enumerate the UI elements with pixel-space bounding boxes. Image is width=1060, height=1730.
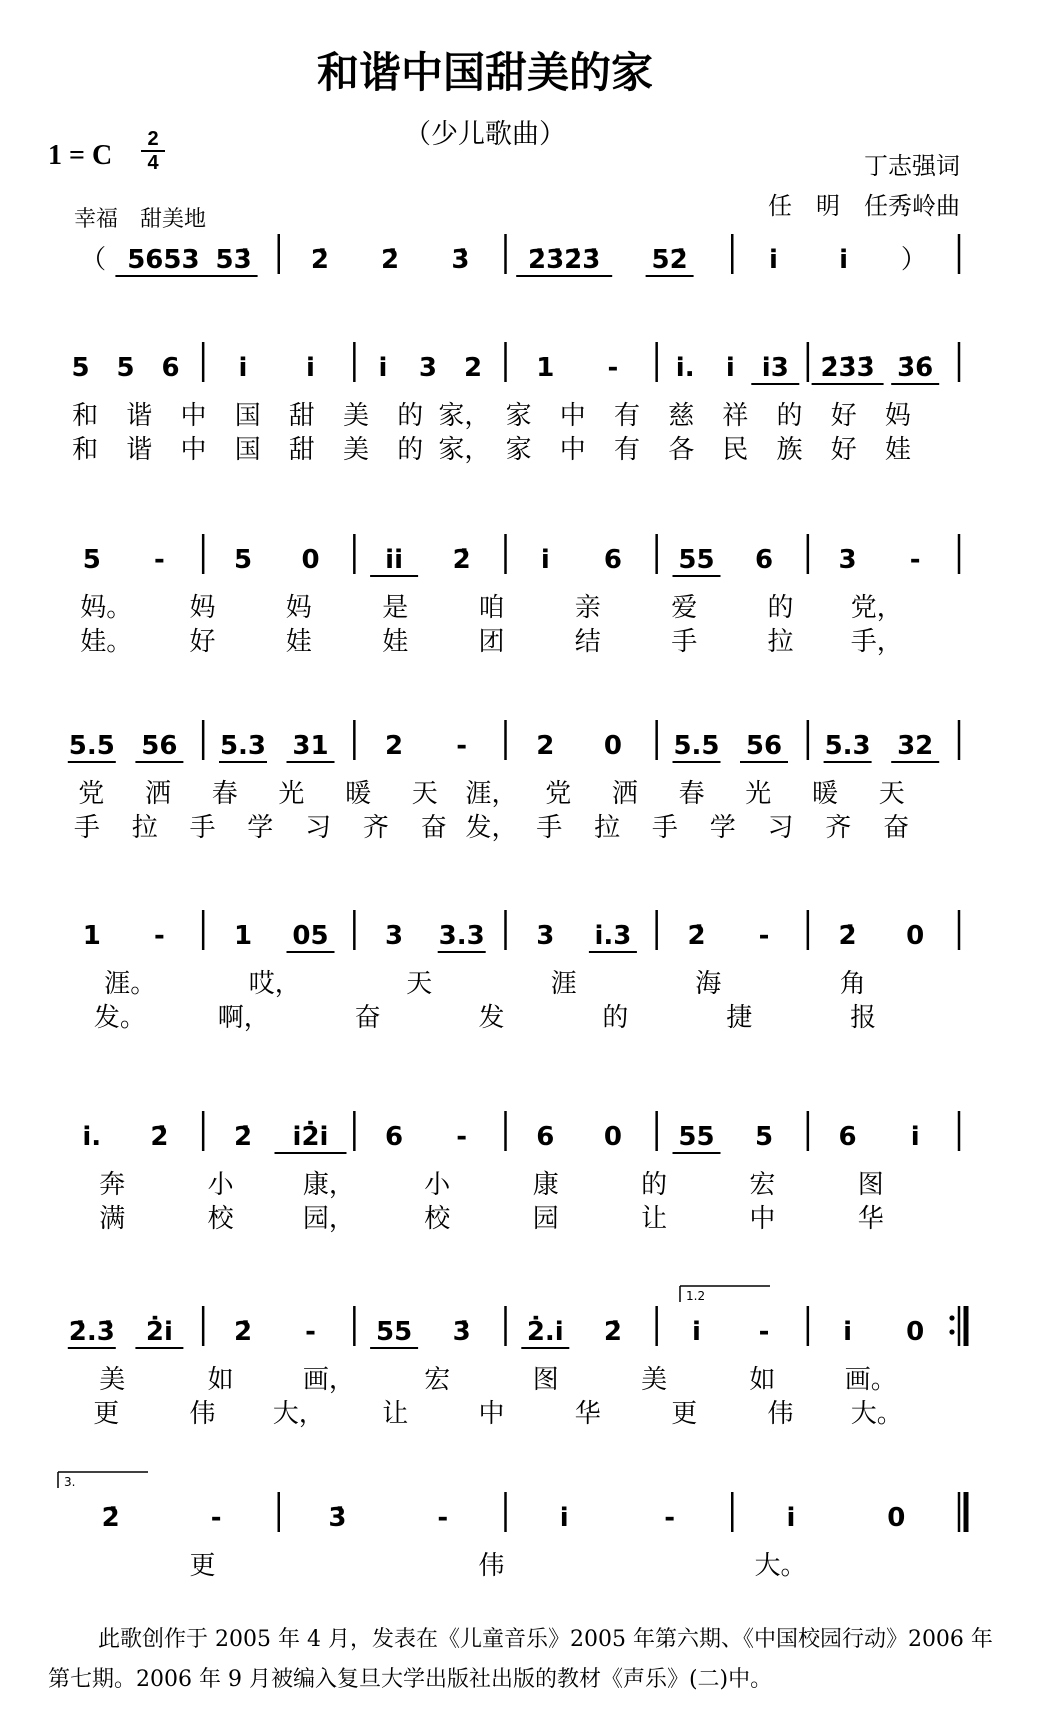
note-group: 2̇ xyxy=(150,1122,169,1152)
lyric-syllable: 如 xyxy=(749,1365,776,1395)
note-group: - xyxy=(758,1317,770,1347)
note-group: i xyxy=(559,1503,569,1533)
lyric-syllable: 的 xyxy=(397,401,424,431)
note-group: 2 xyxy=(385,731,404,761)
note-group: i xyxy=(910,1122,920,1152)
lyric-syllable: 慈 xyxy=(668,401,695,431)
song-subtitle: （少儿歌曲） xyxy=(404,119,566,150)
lyric-syllable: 光 xyxy=(745,779,772,809)
note-group: 2̇3̇3̇ xyxy=(820,353,875,383)
lyric-syllable: 娃 xyxy=(884,435,911,465)
lyric-syllable: 图 xyxy=(532,1365,559,1395)
note-group: 0 xyxy=(603,1122,622,1152)
note-group: - xyxy=(456,731,468,761)
lyric-syllable: 捷 xyxy=(726,1003,753,1033)
lyric-syllable: 好 xyxy=(830,435,857,465)
lyric-syllable: 洒 xyxy=(611,779,638,809)
note-group: 05 xyxy=(292,921,329,951)
lyric-syllable: 娃 xyxy=(285,627,312,657)
lyric-syllable: 图 xyxy=(857,1170,884,1200)
note-group: 31 xyxy=(292,731,329,761)
note-group: 2̇.i xyxy=(526,1317,564,1347)
lyric-syllable: 妈 xyxy=(884,401,911,431)
lyric-syllable: 手 xyxy=(189,813,216,843)
lyric-syllable: 让 xyxy=(641,1204,668,1234)
note-group: 2̇i xyxy=(145,1317,173,1347)
lyric-syllable: 结 xyxy=(574,627,601,657)
bracket-mark: ） xyxy=(900,245,927,275)
note-group: 55 xyxy=(678,545,715,575)
note-group: 2̇ xyxy=(687,921,706,951)
note-group: i. xyxy=(675,353,695,383)
lyric-syllable: 园， xyxy=(302,1204,355,1234)
note-group: 3 xyxy=(385,921,404,951)
lyric-syllable: 伟 xyxy=(767,1399,794,1429)
note-group: - xyxy=(305,1317,316,1347)
note-group: 2̇ xyxy=(603,1317,622,1347)
note-group: 2̇ xyxy=(101,1503,120,1533)
lyric-syllable: 家 xyxy=(505,401,532,431)
lyric-syllable: 拉 xyxy=(131,813,158,843)
note-group: 5.5 xyxy=(673,731,720,761)
lyric-syllable: 发 xyxy=(478,1003,505,1033)
lyric-syllable: 党 xyxy=(545,779,572,809)
lyric-syllable: 学 xyxy=(709,813,736,843)
note-group: i2̇i xyxy=(292,1122,329,1152)
lyric-syllable: 画， xyxy=(302,1365,355,1395)
note-group: - xyxy=(456,1122,468,1152)
lyric-syllable: 伟 xyxy=(189,1399,216,1429)
lyric-syllable: 发。 xyxy=(93,1003,146,1033)
lyric-syllable: 手 xyxy=(73,813,100,843)
note-group: 52̇ xyxy=(651,245,688,275)
lyric-syllable: 手 xyxy=(536,813,563,843)
lyric-syllable: 校 xyxy=(424,1204,451,1234)
lyric-syllable: 的 xyxy=(641,1170,668,1200)
lyric-syllable: 家 xyxy=(505,435,532,465)
lyric-syllable: 美 xyxy=(342,401,370,431)
lyric-syllable: 如 xyxy=(207,1365,234,1395)
lyric-syllable: 春 xyxy=(211,779,238,809)
lyric-syllable: 满 xyxy=(99,1204,126,1234)
lyric-syllable: 宏 xyxy=(424,1365,451,1395)
lyric-syllable: 更 xyxy=(93,1399,120,1429)
lyric-syllable: 习 xyxy=(305,813,332,843)
note-group: 0 xyxy=(906,1317,925,1347)
lyric-syllable: 报 xyxy=(850,1003,877,1033)
bracket-mark: （ xyxy=(80,245,107,275)
note-group: 2̇ xyxy=(381,245,400,275)
note-group: 2̇ xyxy=(838,921,857,951)
lyric-syllable: 家， xyxy=(438,435,491,465)
lyric-syllable: 中 xyxy=(559,435,586,465)
lyric-syllable: 是 xyxy=(382,593,409,623)
note-group: 5653 xyxy=(127,245,200,275)
note-group: 3̇6̇ xyxy=(897,353,934,383)
lyric-syllable: 和 xyxy=(72,401,99,431)
lyric-syllable: 哎， xyxy=(248,969,301,999)
note-group: 0 xyxy=(887,1503,906,1533)
note-group: 5.3 xyxy=(219,731,267,761)
note-group: 5.3 xyxy=(824,731,871,761)
lyric-syllable: 让 xyxy=(382,1399,409,1429)
lyric-syllable: 更 xyxy=(189,1551,216,1581)
note-group: i xyxy=(378,353,388,383)
volta-label: 1.2 xyxy=(686,1289,706,1303)
lyric-syllable: 大， xyxy=(272,1399,325,1429)
lyric-syllable: 天 xyxy=(878,779,905,809)
song-title: 和谐中国甜美的家 xyxy=(316,48,653,97)
lyric-syllable: 亲 xyxy=(574,593,601,623)
time-numerator: 2 xyxy=(147,128,159,150)
lyric-syllable: 拉 xyxy=(767,627,794,657)
lyric-syllable: 家， xyxy=(438,401,491,431)
lyric-syllable: 有 xyxy=(613,435,641,465)
lyric-syllable: 大。 xyxy=(850,1399,903,1429)
note-group: 1 xyxy=(233,921,253,951)
lyric-syllable: 美 xyxy=(641,1365,668,1395)
note-group: 0 xyxy=(906,921,925,951)
lyric-syllable: 光 xyxy=(278,779,305,809)
note-group: - xyxy=(607,353,619,383)
note-group: i xyxy=(692,1317,701,1347)
lyric-syllable: 发， xyxy=(465,813,518,843)
note-group: i xyxy=(238,353,248,383)
note-group: i. xyxy=(82,1122,102,1152)
lyric-syllable: 画。 xyxy=(844,1365,897,1395)
note-group: 5 xyxy=(116,353,135,383)
note-group: i xyxy=(540,545,550,575)
lyric-syllable: 中 xyxy=(478,1399,505,1429)
lyric-syllable: 奋 xyxy=(354,1003,381,1033)
note-group: i xyxy=(725,353,735,383)
note-group: 6 xyxy=(161,353,180,383)
lyric-syllable: 好 xyxy=(189,627,216,657)
note-group: 2 xyxy=(463,353,483,383)
note-group: - xyxy=(909,545,921,575)
lyric-syllable: 校 xyxy=(207,1204,234,1234)
repeat-dot xyxy=(949,1329,954,1334)
lyric-syllable: 小 xyxy=(424,1170,451,1200)
lyric-syllable: 美 xyxy=(342,435,370,465)
lyric-syllable: 天 xyxy=(406,969,433,999)
lyric-syllable: 的 xyxy=(776,401,803,431)
lyric-syllable: 娃。 xyxy=(80,627,133,657)
note-group: 0 xyxy=(603,731,622,761)
note-group: - xyxy=(210,1503,222,1533)
note-group: 56 xyxy=(745,731,783,761)
note-group: 2̇ xyxy=(233,1317,253,1347)
tempo-marking: 幸福 甜美地 xyxy=(74,207,207,232)
lyric-syllable: 妈。 xyxy=(80,593,133,623)
lyric-syllable: 齐 xyxy=(825,813,852,843)
note-group: - xyxy=(437,1503,449,1533)
composer-credit: 任 明 任秀岭曲 xyxy=(768,192,960,220)
lyric-syllable: 涯。 xyxy=(104,969,157,999)
lyric-syllable: 手， xyxy=(850,627,903,657)
lyric-syllable: 宏 xyxy=(749,1170,776,1200)
lyric-syllable: 暖 xyxy=(345,779,372,809)
lyricist-credit: 丁志强词 xyxy=(864,152,960,180)
lyric-syllable: 奔 xyxy=(99,1170,126,1200)
lyric-syllable: 党 xyxy=(78,779,105,809)
lyric-syllable: 中 xyxy=(559,401,586,431)
note-group: i xyxy=(786,1503,796,1533)
note-group: 2̇.3̇ xyxy=(68,1317,115,1347)
note-group: 6 xyxy=(838,1122,857,1152)
note-group: 53̇ xyxy=(215,245,252,275)
lyric-syllable: 洒 xyxy=(144,779,172,809)
note-group: i.3 xyxy=(594,921,632,951)
lyric-syllable: 党， xyxy=(850,593,903,623)
lyric-syllable: 涯 xyxy=(550,969,577,999)
note-group: 3̇ xyxy=(328,1503,347,1533)
lyric-syllable: 的 xyxy=(397,435,424,465)
lyric-syllable: 大。 xyxy=(754,1551,807,1581)
note-group: - xyxy=(664,1503,675,1533)
note-group: 6 xyxy=(385,1122,404,1152)
lyric-syllable: 奋 xyxy=(883,813,910,843)
note-group: i3 xyxy=(761,353,789,383)
note-group: i xyxy=(768,245,778,275)
note-group: 2̇ xyxy=(233,1122,253,1152)
note-group: 5 xyxy=(233,545,253,575)
note-group: 5 xyxy=(71,353,90,383)
lyric-syllable: 天 xyxy=(411,779,438,809)
lyric-syllable: 甜 xyxy=(288,401,315,431)
lyric-syllable: 族 xyxy=(776,435,803,465)
lyric-syllable: 咱 xyxy=(478,593,505,623)
note-group: - xyxy=(154,545,165,575)
note-group: 55 xyxy=(376,1317,413,1347)
lyric-syllable: 海 xyxy=(695,969,722,999)
lyric-syllable: 和 xyxy=(72,435,99,465)
note-group: 5.5 xyxy=(68,731,115,761)
note-group: 2 xyxy=(536,731,555,761)
lyric-syllable: 伟 xyxy=(478,1551,505,1581)
note-group: 3.3 xyxy=(438,921,485,951)
note-group: 2̇3̇2̇3̇ xyxy=(528,245,601,275)
note-group: 56 xyxy=(141,731,178,761)
note-group: 5 xyxy=(754,1122,774,1152)
lyric-syllable: 好 xyxy=(830,401,857,431)
lyric-syllable: 手 xyxy=(671,627,698,657)
note-group: 0 xyxy=(301,545,320,575)
lyric-syllable: 妈 xyxy=(285,593,312,623)
lyric-syllable: 更 xyxy=(671,1399,698,1429)
lyric-syllable: 民 xyxy=(722,435,749,465)
note-group: 1 xyxy=(82,921,101,951)
volta-label: 3. xyxy=(64,1475,76,1489)
lyric-syllable: 华 xyxy=(857,1204,884,1234)
note-group: 32 xyxy=(897,731,934,761)
note-group: - xyxy=(154,921,165,951)
key-signature: 1 = C xyxy=(48,140,113,171)
lyric-syllable: 中 xyxy=(180,435,207,465)
note-group: 3 xyxy=(418,353,437,383)
lyric-syllable: 角 xyxy=(839,969,866,999)
note-group: 3 xyxy=(838,545,857,575)
lyric-syllable: 学 xyxy=(247,813,274,843)
note-group: 5 xyxy=(82,545,101,575)
note-group: i xyxy=(839,245,849,275)
lyric-syllable: 涯， xyxy=(465,779,518,809)
note-group: - xyxy=(758,921,770,951)
lyric-syllable: 齐 xyxy=(362,813,389,843)
lyric-syllable: 爱 xyxy=(671,593,698,623)
time-denominator: 4 xyxy=(147,152,159,174)
lyric-syllable: 祥 xyxy=(722,401,749,431)
lyric-syllable: 华 xyxy=(574,1399,601,1429)
lyric-syllable: 中 xyxy=(180,401,207,431)
lyric-syllable: 谐 xyxy=(126,401,153,431)
lyric-syllable: 拉 xyxy=(594,813,621,843)
note-group: 6 xyxy=(536,1122,555,1152)
note-group: i xyxy=(843,1317,853,1347)
lyric-syllable: 园 xyxy=(532,1204,559,1234)
note-group: 6 xyxy=(754,545,774,575)
lyric-syllable: 的 xyxy=(602,1003,629,1033)
lyric-syllable: 小 xyxy=(207,1170,234,1200)
note-group: i xyxy=(306,353,315,383)
note-group: 3̇ xyxy=(452,1317,471,1347)
lyric-syllable: 康， xyxy=(302,1170,355,1200)
lyric-syllable: 娃 xyxy=(382,627,409,657)
lyric-syllable: 国 xyxy=(234,401,261,431)
note-group: 3̇ xyxy=(451,245,470,275)
note-group: 3 xyxy=(536,921,555,951)
note-group: 2̇ xyxy=(452,545,471,575)
lyric-syllable: 的 xyxy=(767,593,794,623)
lyric-syllable: 有 xyxy=(613,401,641,431)
repeat-dot xyxy=(949,1315,954,1320)
lyric-syllable: 妈 xyxy=(189,593,216,623)
footnote: 此歌创作于 2005 年 4 月，发表在《儿童音乐》2005 年第六期、《中国校园行动》2006 年第七期。2006 年 9 月被编入复旦大学出版社出版的教材《声乐》(二)中。 xyxy=(48,1627,993,1692)
note-group: 1 xyxy=(536,353,555,383)
lyric-syllable: 甜 xyxy=(288,435,315,465)
lyric-syllable: 谐 xyxy=(126,435,153,465)
lyric-syllable: 康 xyxy=(532,1170,559,1200)
lyric-syllable: 习 xyxy=(767,813,794,843)
lyric-syllable: 团 xyxy=(478,627,505,657)
note-group: ii xyxy=(385,545,404,575)
lyric-syllable: 奋 xyxy=(420,813,447,843)
note-group: 55 xyxy=(678,1122,715,1152)
note-group: 6 xyxy=(603,545,622,575)
lyric-syllable: 美 xyxy=(99,1365,126,1395)
lyric-syllable: 国 xyxy=(234,435,261,465)
lyric-syllable: 春 xyxy=(678,779,705,809)
lyric-syllable: 啊， xyxy=(217,1003,270,1033)
note-group: 2̇ xyxy=(310,245,329,275)
lyric-syllable: 手 xyxy=(651,813,678,843)
lyric-syllable: 各 xyxy=(668,435,695,465)
lyric-syllable: 暖 xyxy=(811,779,839,809)
lyric-syllable: 中 xyxy=(749,1204,776,1234)
